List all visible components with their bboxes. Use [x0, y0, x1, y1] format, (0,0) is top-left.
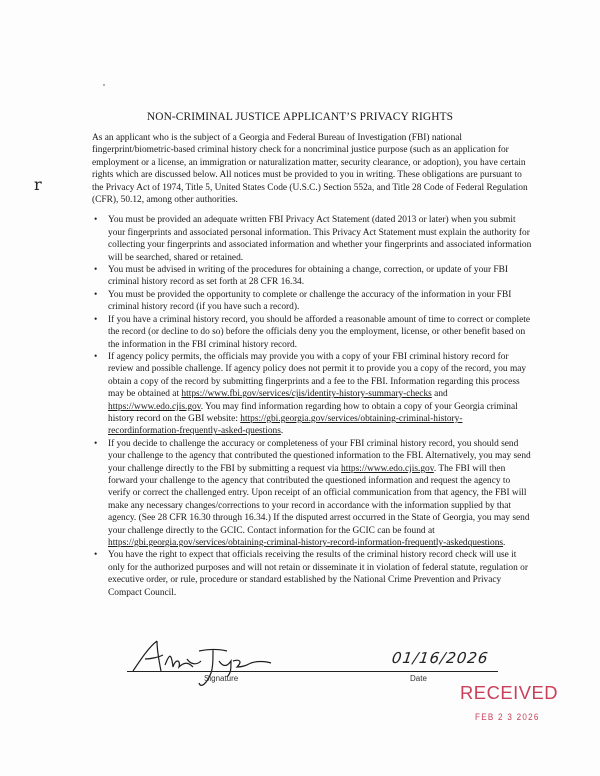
bullet-icon: • — [94, 438, 98, 449]
bullet-icon: • — [94, 265, 98, 276]
right-text: . — [280, 426, 284, 437]
right-text: If you have a criminal history record, you should be afforded a reasonable amount of time to correct or complete the record (or decline to do so) before the officials deny you the employment, license, or other benefit based on the information in the FBI criminal history record. — [108, 314, 531, 350]
right-text: If you decide to challenge the accuracy or completeness of your FBI criminal history record, you should send your challenge to the agency that contributed the questioned information to the FBI. Alternatively, you may send your challenge directly to the FBI by submitting a request via — [108, 438, 531, 474]
right-item-reasonable-time — [92, 314, 532, 351]
right-text: . The FBI will then forward your challenge to the agency that contributed the questioned information and request the agency to verify or correct the challenged entry. Upon receipt of an official communication from that agency, the FBI will make any necessary changes/corrections to your record in accordance with the information supplied by that agency. (See 28 CFR 16.30 through 16.34.) If the disputed arrest occurred in the State of Georgia, you may send your challenge directly to the GCIC. Contact information for the GCIC can be found at — [108, 463, 530, 536]
right-text: If agency policy permits, the officials may provide you with a copy of your FBI criminal history record for review and possible challenge. If agency policy does not permit it to provide you a copy of the record, you may obtain a copy of the record by submitting fingerprints and a fee to the FBI. Information regarding this process may be obtained at — [108, 351, 527, 400]
received-stamp: RECEIVED — [460, 683, 558, 703]
date-label: Date — [410, 674, 427, 683]
edo-cjis-link[interactable]: https://www.edo.cjis.gov — [341, 463, 434, 474]
right-item-challenge-opportunity — [92, 289, 532, 314]
rights-list — [92, 214, 532, 599]
right-text: You must be advised in writing of the procedures for obtaining a change, correction, or update of your FBI criminal history record as set forth at 28 CFR 16.34. — [108, 265, 508, 288]
fbi-identity-history-link[interactable]: https://www.fbi.gov/services/cjis/identity-history-summary-checks — [181, 389, 432, 400]
document-body — [92, 132, 532, 599]
intro-paragraph: As an applicant who is the subject of a Georgia and Federal Bureau of Investigation (FBI) national fingerprint/biometric-based criminal history check for a noncriminal justice purpose (such as an application for employment or a license, an immigration or naturalization matter, security clearance, or adoption), you have certain rights which are discussed below. All notices must be provided to you in writing. These obligations are pursuant to the Privacy Act of 1974, Title 5, United States Code (U.S.C.) Section 552a, and Title 28 Code of Federal Regulation (CFR), 50.12, among other authorities. — [92, 133, 528, 206]
right-item-change-procedures — [92, 264, 532, 289]
bullet-icon: • — [94, 314, 98, 325]
bullet-icon: • — [94, 550, 98, 561]
scan-speck — [103, 84, 105, 86]
handwritten-signature — [127, 637, 287, 697]
handwritten-date: 01/16/2026 — [390, 649, 490, 667]
right-item-challenge-procedure — [92, 438, 532, 550]
right-text: . — [503, 538, 506, 548]
right-text: . You may find information regarding how to obtain a copy of your Georgia criminal history record on the GBI website: — [108, 401, 518, 424]
edo-cjis-link[interactable]: https://www.edo.cjis.gov — [108, 401, 201, 412]
signature-label: Signature — [204, 674, 239, 683]
right-item-authorized-use — [92, 549, 532, 599]
right-item-privacy-act-statement — [92, 214, 532, 264]
bullet-icon: • — [94, 289, 98, 300]
right-text: You must be provided the opportunity to complete or challenge the accuracy of the information in your FBI criminal history record (if you have such a record). — [108, 289, 512, 313]
signature-block — [127, 651, 498, 701]
margin-mark: r — [34, 175, 42, 194]
signature-line — [127, 671, 498, 672]
bullet-icon: • — [94, 215, 98, 226]
received-stamp-date: FEB 2 3 2026 — [475, 712, 540, 723]
right-text: You have the right to expect that officials receiving the results of the criminal history record check will use it only for the authorized purposes and will not retain or disseminate it in violation of federal statute, regulation or executive order, or rule, procedure or standard established by the National Crime Prevention and Privacy Compact Council. — [108, 550, 528, 598]
document-title: NON-CRIMINAL JUSTICE APPLICANT’S PRIVACY RIGHTS — [146, 111, 454, 123]
gbi-gcic-faq-link[interactable]: https://gbi.georgia.gov/services/obtaining-criminal-history-record-information-frequently-askedquestions — [108, 538, 504, 548]
gbi-faq-link[interactable]: https://gbi.georgia.gov/services/obtaining-criminal-history-recordinformation-frequently-asked-questions — [108, 413, 463, 437]
right-text: You must be provided an adequate written FBI Privacy Act Statement (dated 2013 or later) when you submit your fingerprints and associated personal information. This Privacy Act Statement must explain the authority for collecting your fingerprints and associated information and whether your fingerprints and associated information will be searched, shared or retained. — [108, 215, 532, 263]
right-item-record-copy — [92, 351, 532, 438]
right-text: and — [431, 389, 448, 400]
bullet-icon: • — [94, 351, 98, 362]
